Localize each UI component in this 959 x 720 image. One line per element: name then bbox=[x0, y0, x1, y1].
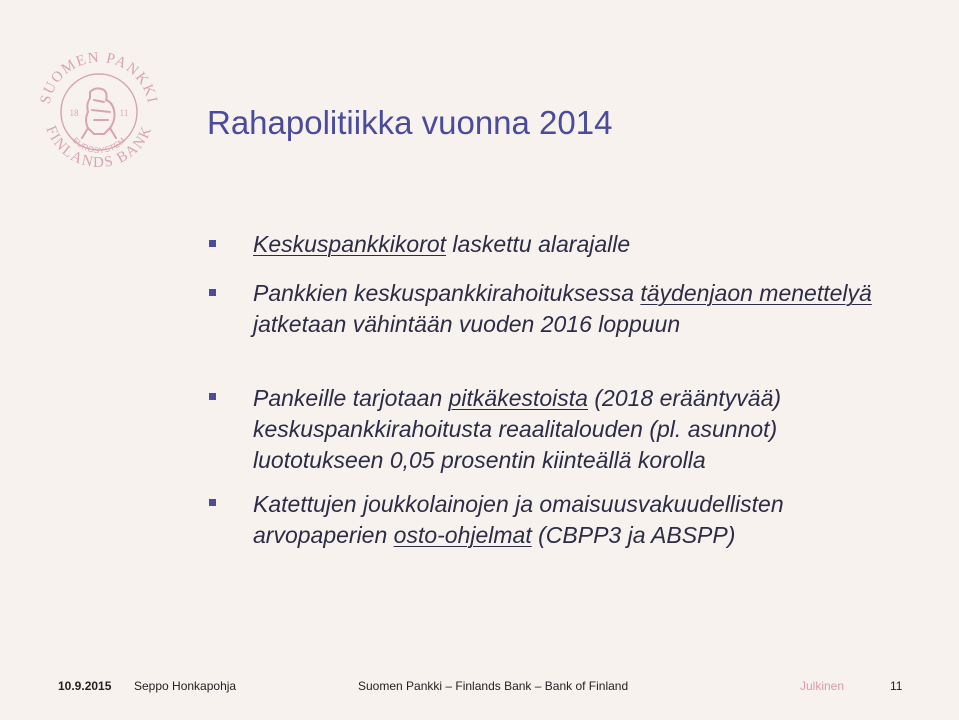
logo-year-left: 18 bbox=[69, 108, 79, 118]
logo-text-top: SUOMEN PANKKI bbox=[37, 49, 161, 106]
bullet-link[interactable]: Keskuspankkikorot bbox=[253, 231, 447, 257]
bullet-item bbox=[253, 383, 893, 476]
bullet-marker bbox=[209, 393, 216, 400]
bullet-text: jatketaan vähintään vuoden 2016 loppuun bbox=[253, 311, 681, 337]
bullet-marker bbox=[209, 499, 216, 506]
logo-year-right: 11 bbox=[119, 108, 129, 118]
footer-organization: Suomen Pankki – Finlands Bank – Bank of Finland bbox=[358, 679, 629, 693]
bullet-item bbox=[253, 489, 893, 551]
logo-text-inner: EUROSYSTEM bbox=[70, 135, 128, 156]
bullet-text: (CBPP3 ja ABSPP) bbox=[531, 522, 736, 548]
suomen-pankki-logo bbox=[32, 40, 167, 175]
footer-page-number: 11 bbox=[890, 679, 903, 693]
bullet-text: Pankkien keskuspankkirahoituksessa bbox=[253, 280, 641, 306]
footer-date: 10.9.2015 bbox=[58, 679, 112, 693]
bullet-link[interactable]: pitkäkestoista bbox=[448, 385, 588, 411]
bullet-item bbox=[253, 278, 893, 340]
footer bbox=[0, 679, 959, 699]
bullet-item bbox=[253, 229, 893, 260]
bullet-link[interactable]: täydenjaon menettelyä bbox=[640, 280, 872, 306]
bullet-text: Katettujen joukkolainojen ja omaisuusvakuudellisten arvopaperien bbox=[253, 491, 784, 548]
slide-title: Rahapolitiikka vuonna 2014 bbox=[207, 104, 613, 141]
logo-text-bottom: FINLANDS BANK bbox=[42, 123, 156, 172]
bullet-text: laskettu alarajalle bbox=[446, 231, 631, 257]
footer-classification: Julkinen bbox=[800, 679, 845, 693]
svg-text:SUOMEN PANKKI bbox=[38, 50, 161, 106]
bullet-marker bbox=[209, 289, 216, 296]
bullet-marker bbox=[209, 240, 216, 247]
bullet-text: Pankeille tarjotaan bbox=[253, 385, 449, 411]
bullet-link[interactable]: osto-ohjelmat bbox=[393, 522, 532, 548]
bullet-text: (2018 erääntyvää) keskuspankkirahoitusta reaalitalouden (pl. asunnot) luototukseen 0,05 prosentin kiinteällä korolla bbox=[253, 385, 782, 473]
footer-author: Seppo Honkapohja bbox=[134, 679, 237, 693]
lion-emblem-icon bbox=[82, 88, 116, 138]
